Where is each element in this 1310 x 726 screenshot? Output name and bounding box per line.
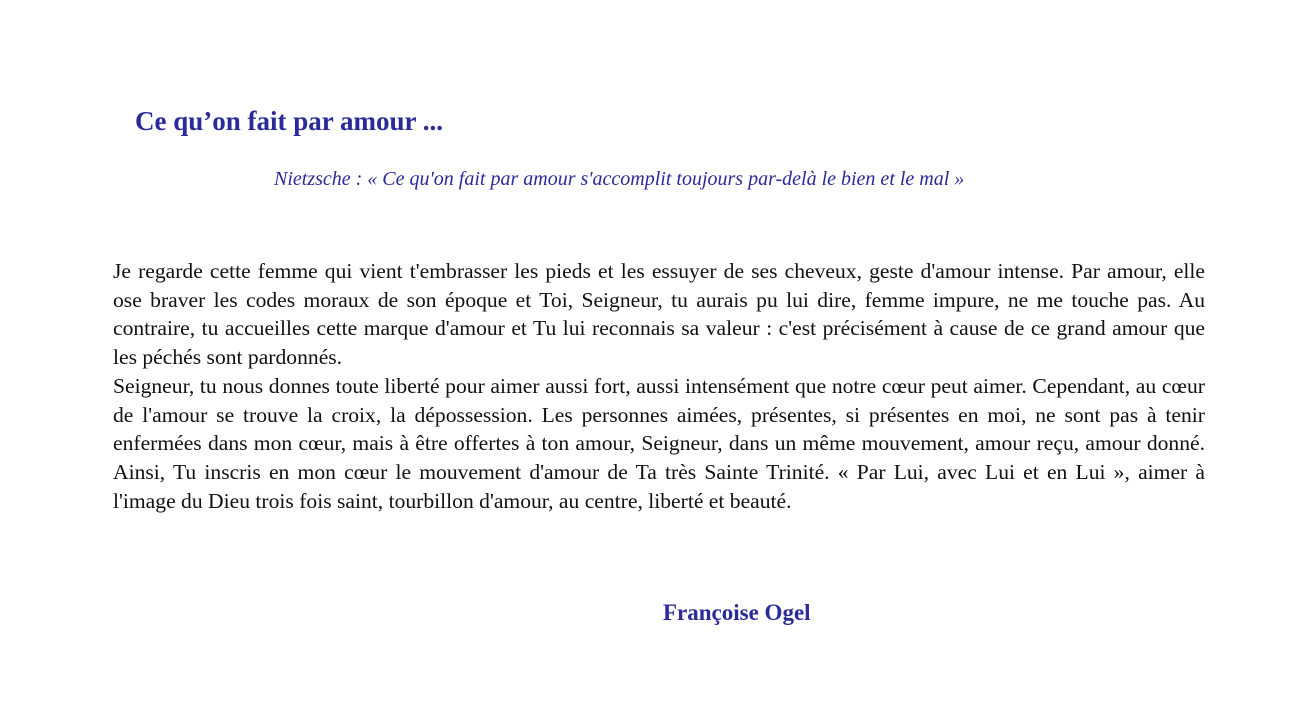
body-paragraph: Je regarde cette femme qui vient t'embrasser les pieds et les essuyer de ses cheveux, geste d'amour intense. Par amour, elle ose braver les codes moraux de son époque et Toi, Seigneur, tu aurais pu lui dire, femme impure, ne me touche pas. Au contraire, tu accueilles cette marque d'amour et Tu lui reconnais sa valeur : c'est précisément à cause de ce grand amour que les péchés sont pardonnés. bbox=[113, 259, 1205, 370]
epigraph-quote: Nietzsche : « Ce qu'on fait par amour s'accomplit toujours par-delà le bien et le mal » bbox=[274, 168, 965, 190]
body-paragraph: Seigneur, tu nous donnes toute liberté pour aimer aussi fort, aussi intensément que notre cœur peut aimer. Cependant, au cœur de l'amour se trouve la croix, la dépossession. Les personnes aimées, présentes, si présentes en moi, ne sont pas à tenir enfermées dans mon cœur, mais à être offertes à ton amour, Seigneur, dans un même mouvement, amour reçu, amour donné. Ainsi, Tu inscris en mon cœur le mouvement d'amour de Ta très Sainte Trinité. « Par Lui, avec Lui et en Lui », aimer à l'image du Dieu trois fois saint, tourbillon d'amour, au centre, liberté et beauté. bbox=[113, 373, 1205, 513]
author-signature: Françoise Ogel bbox=[663, 600, 811, 625]
document-title: Ce qu’on fait par amour ... bbox=[135, 106, 444, 136]
body-text bbox=[113, 257, 1205, 515]
